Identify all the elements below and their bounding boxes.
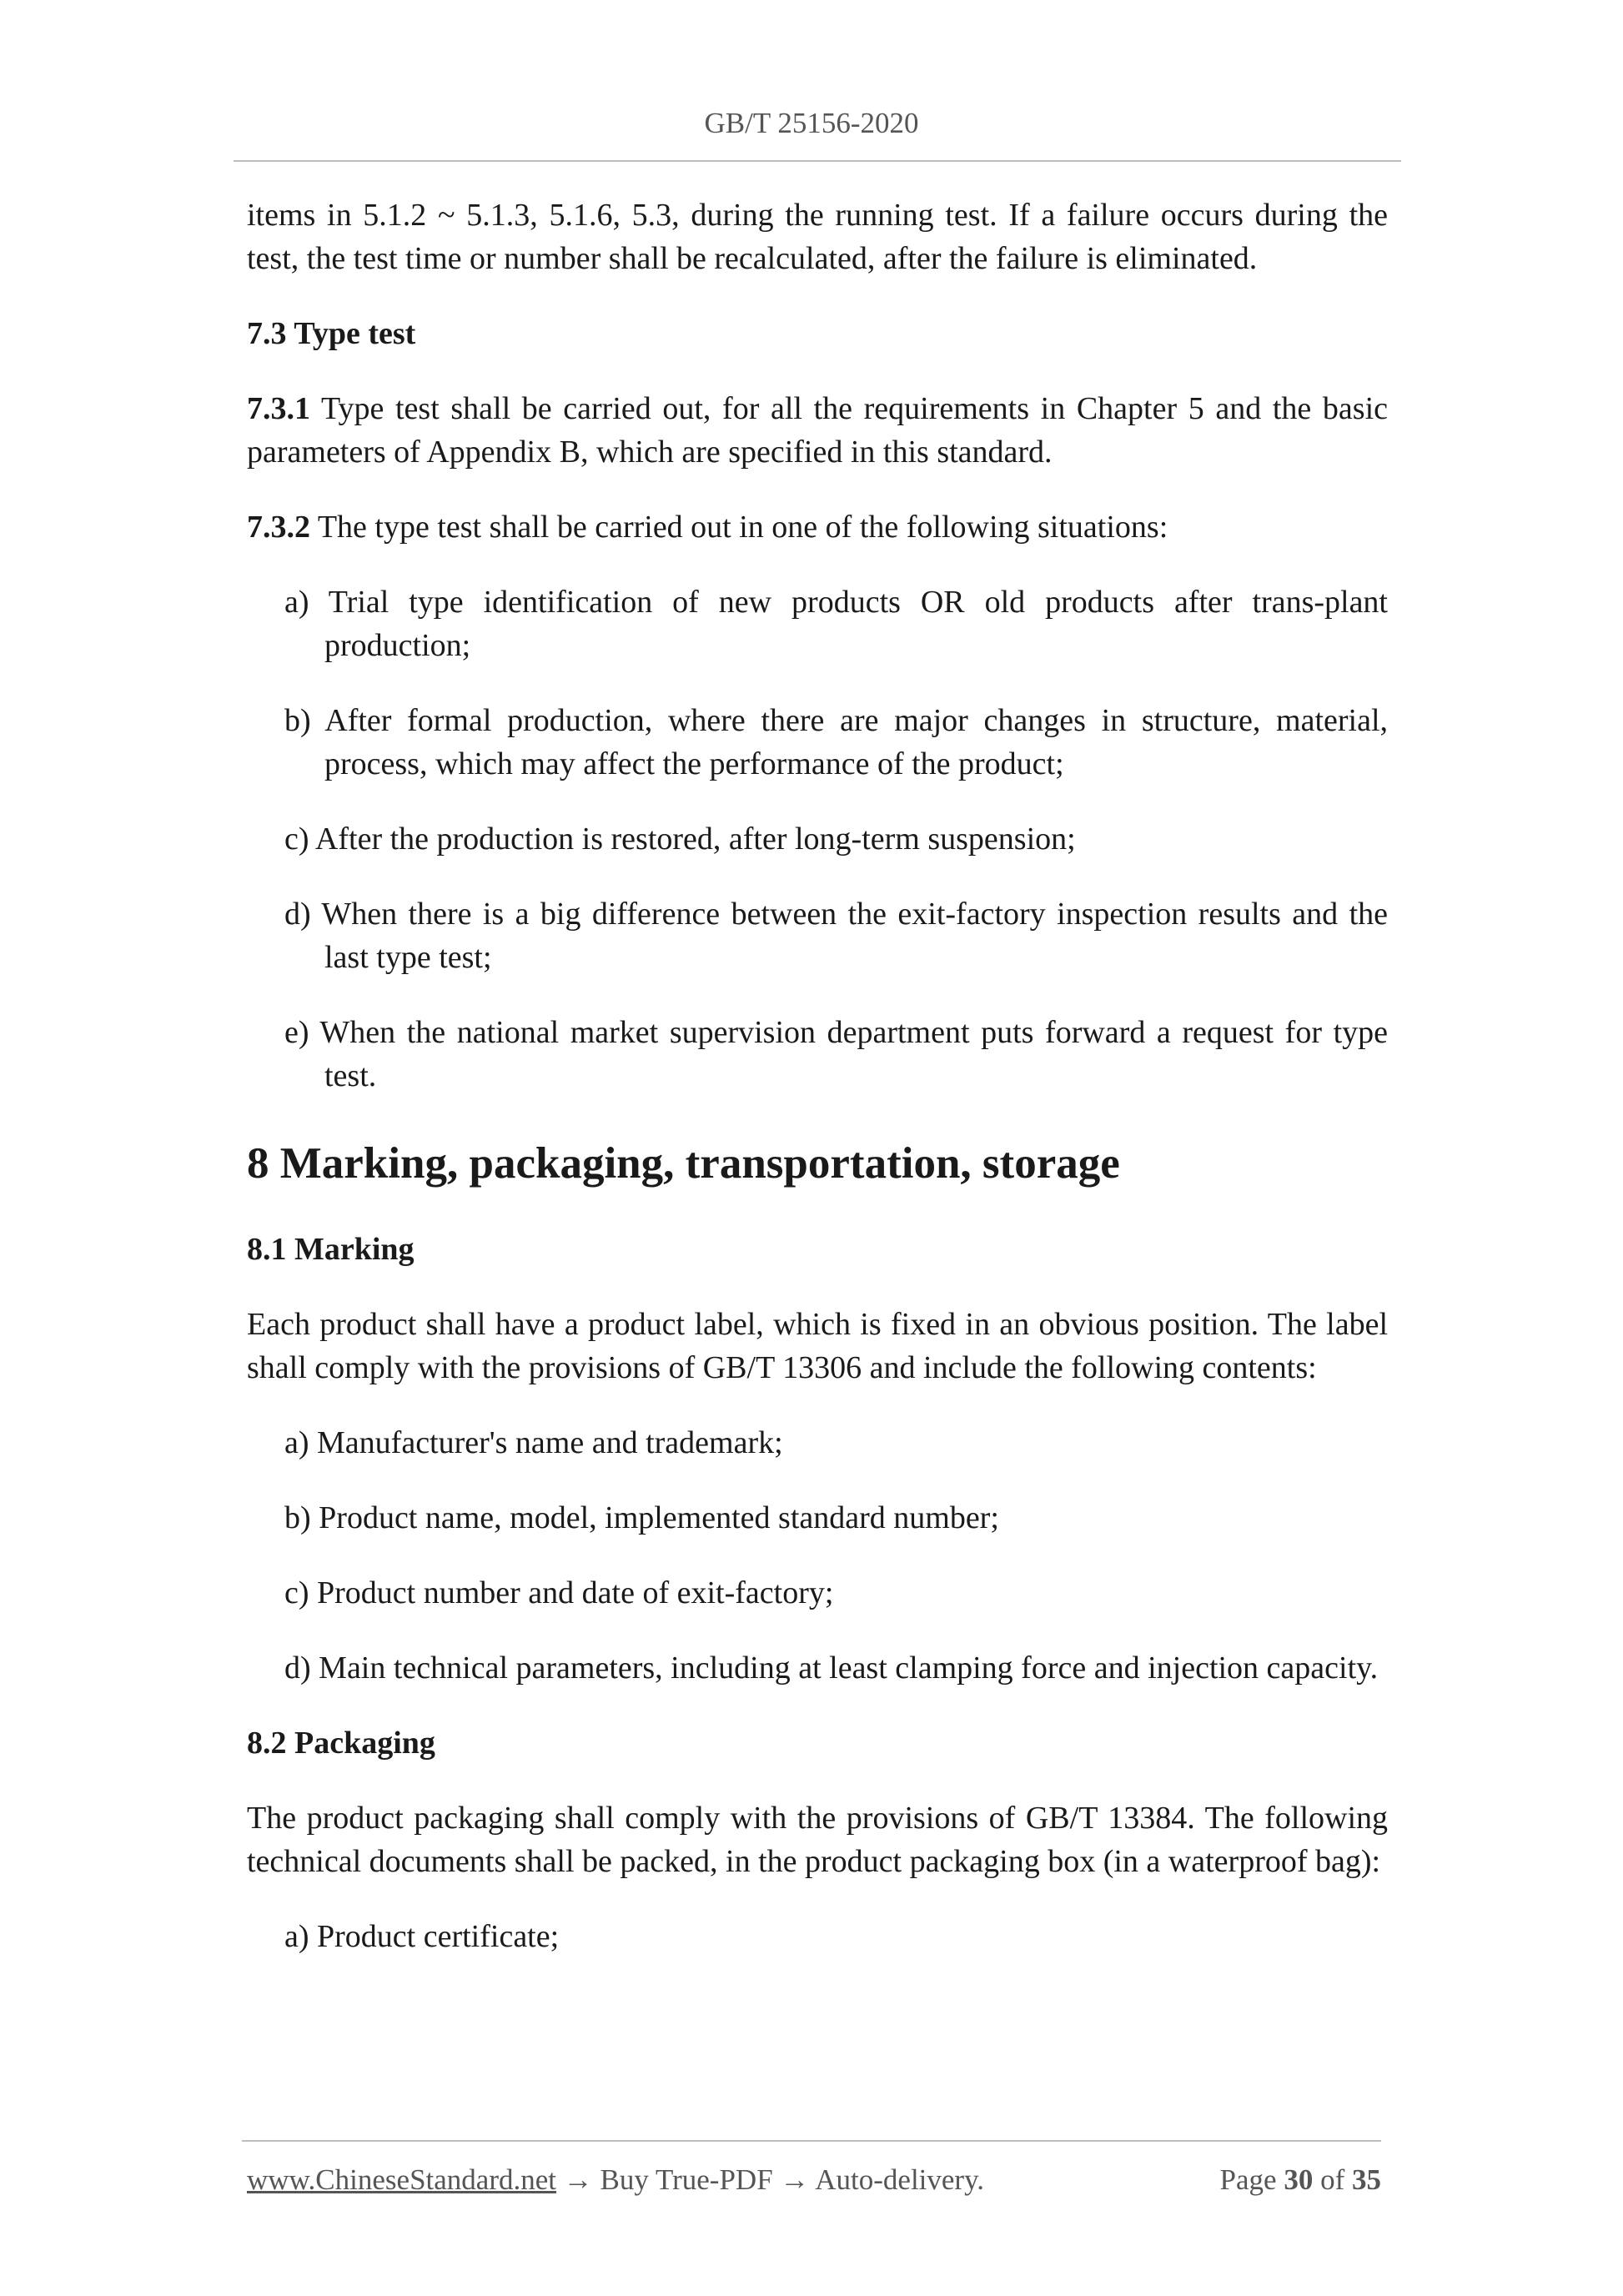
list-item: a) Manufacturer's name and trademark; (284, 1425, 783, 1460)
footer-divider (242, 2140, 1381, 2142)
list-item: c) After the production is restored, after long-term suspension; (284, 821, 1076, 857)
page-header: GB/T 25156-2020 (704, 107, 919, 139)
clause-7-3-2 (247, 505, 1388, 549)
list-item: d) Main technical parameters, including at least clamping force and injection capacity. (284, 1650, 1379, 1686)
page-number: 30 (1284, 2163, 1314, 2196)
buy-text: Buy True-PDF (600, 2163, 773, 2196)
paragraph-continued: items in 5.1.2 ~ 5.1.3, 5.1.6, 5.3, during the running test. If a failure occurs during the test, the test time or number shall be recalculated, after the failure is eliminated. (247, 198, 1388, 276)
page-counter (1220, 2163, 1381, 2197)
arrow-right-icon: → (780, 2163, 810, 2196)
clause-7-3-1 (247, 387, 1388, 474)
website-link[interactable]: www.ChineseStandard.net (247, 2163, 556, 2196)
chapter-heading-8: 8 Marking, packaging, transportation, storage (247, 1139, 1120, 1188)
list-item: d) When there is a big difference between the exit-factory inspection results and the last type test; (284, 897, 1388, 975)
list-item: b) After formal production, where there are major changes in structure, material, process, which may affect the performance of the product; (284, 703, 1388, 781)
section-heading-7-3: 7.3 Type test (247, 316, 416, 351)
clause-number: 7.3.1 (247, 391, 310, 426)
paragraph-8-2: The product packaging shall comply with the provisions of GB/T 13384. The following technical documents shall be packed, in the product packaging box (in a waterproof bag): (247, 1801, 1388, 1879)
paragraph-8-1: Each product shall have a product label, which is fixed in an obvious position. The label shall comply with the provisions of GB/T 13306 and include the following contents: (247, 1307, 1388, 1385)
header-divider (234, 160, 1401, 162)
of-label: of (1320, 2163, 1345, 2196)
auto-delivery-text: Auto-delivery. (815, 2163, 985, 2196)
document-body (247, 193, 1388, 1990)
list-item: e) When the national market supervision department puts forward a request for type test. (284, 1015, 1388, 1093)
clause-text: The type test shall be carried out in one of the following situations: (310, 510, 1168, 545)
clause-text: Type test shall be carried out, for all the requirements in Chapter 5 and the basic parameters of Appendix B, which are specified in this standard. (247, 391, 1388, 470)
section-heading-8-1: 8.1 Marking (247, 1232, 415, 1267)
list-item: b) Product name, model, implemented standard number; (284, 1500, 999, 1535)
list-item: c) Product number and date of exit-factory; (284, 1575, 834, 1610)
page-total: 35 (1352, 2163, 1381, 2196)
clause-number: 7.3.2 (247, 510, 310, 545)
section-heading-8-2: 8.2 Packaging (247, 1726, 435, 1761)
arrow-right-icon: → (563, 2163, 593, 2196)
list-item: a) Product certificate; (284, 1919, 560, 1954)
list-item: a) Trial type identification of new products OR old products after trans-plant production; (284, 585, 1388, 663)
page-label: Page (1219, 2163, 1277, 2196)
footer-promo (247, 2163, 984, 2197)
